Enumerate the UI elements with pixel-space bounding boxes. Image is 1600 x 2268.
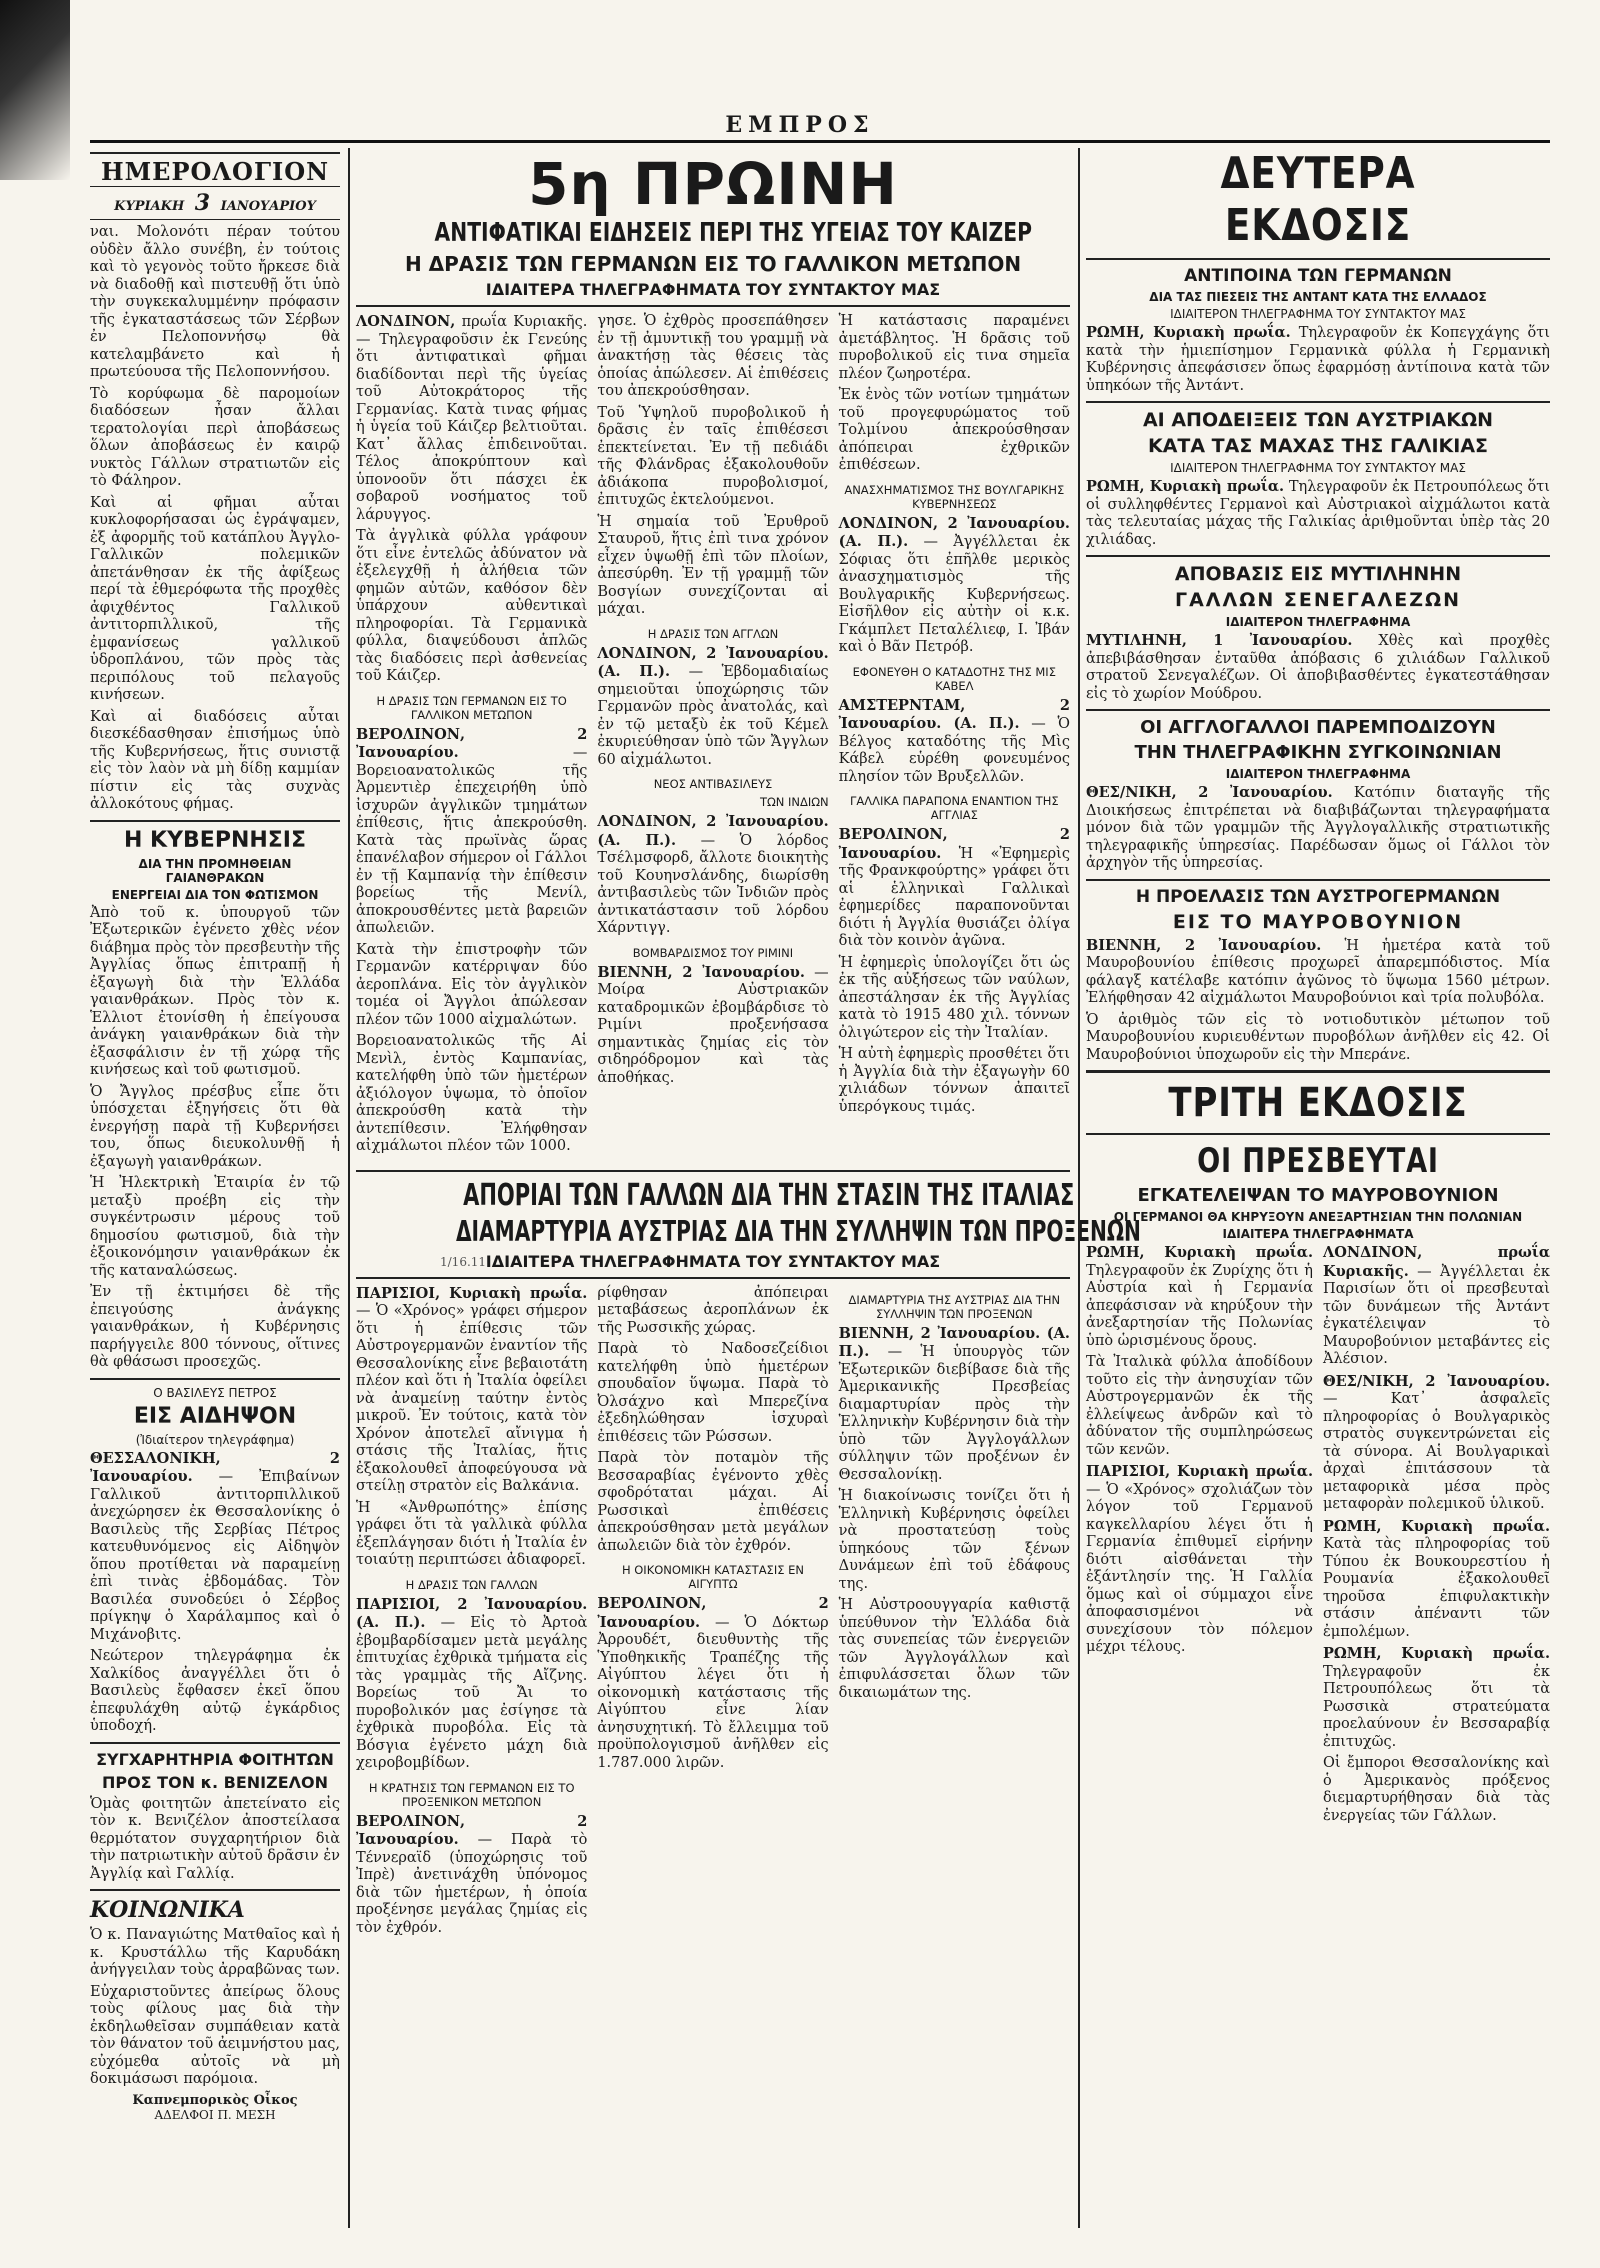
dateline: ΛΟΝΔΙΝΟΝ, [356,313,456,330]
king-note: (Ἰδιαίτερον τηλεγράφημα) [135,1432,295,1447]
right-subhead: ΕΙΣ ΤΟ ΜΑΥΡΟΒΟΥΝΙΟΝ [1172,910,1464,933]
article-paragraph: Κατὰ τὴν ἐπιστροφὴν τῶν Γερμανῶν κατέρριψαν δύο ἀεροπλάνα. Εἰς τὸν ἀγγλικὸν τομέα οἱ Ἄγγλοι ἀπώλεσαν πλέον τῶν 1000 αἰχμαλώτων. [356,941,588,1028]
second-edition-title: ΔΕΥΤΕΡΑ ΕΚΔΟΣΙΣ [1220,148,1416,251]
article-paragraph: Ἡ Αὐστροουγγαρία καθιστᾷ ὑπεύθυνον τὴν Ἑλλάδα διὰ τὰς συνεπείας τῶν ἐνεργειῶν τῶν Ἀγγλογάλλων καὶ ἐπιφυλάσσεται ὅλων τῶν δικαιωμάτων της. [838,1597,1070,1701]
king-subhead: Ο ΒΑΣΙΛΕΥΣ ΠΕΤΡΟΣ [153,1385,277,1400]
article-paragraph: ΛΟΝΔΙΝΟΝ, 2 Ἰανουαρίου. (Α. Π.). — Ὁ λόρδος Τσέλμσφορδ, ἄλλοτε διοικητὴς τοῦ Κουηνσλάνδης, διωρίσθη ἀντιβασιλεὺς τῶν Ἰνδιῶν πρὸς ἀντικατάστασιν τοῦ λόρδου Χάρντιγγ. [597,813,829,936]
government-subhead: ΔΙΑ ΤΗΝ ΠΡΟΜΗΘΕΙΑΝ ΓΑΙΑΝΘΡΑΚΩΝ [138,856,292,885]
dateline: ΛΟΝΔΙΝΟΝ, 2 Ἰανουαρίου. (Α. Π.). [597,813,829,849]
divider [356,1277,1070,1279]
ambassadors-note: ΙΔΙΑΙΤΕΡΑ ΤΗΛΕΓΡΑΦΗΜΑΤΑ [1222,1227,1414,1241]
right-headline: ΟΙ ΑΓΓΛΟΓΑΛΛΟΙ ΠΑΡΕΜΠΟΔΙΖΟΥΝ [1140,717,1496,738]
main-deck-3: ΙΔΙΑΙΤΕΡΑ ΤΗΛΕΓΡΑΦΗΜΑΤΑ ΤΟΥ ΣΥΝΤΑΚΤΟΥ ΜΑΣ [485,280,941,299]
top-rule [90,140,1550,143]
right-subcolumn-1 [1086,1244,1313,1829]
masthead: ΕΜΠΡΟΣ [725,112,875,138]
right-paragraph: ΡΩΜΗ, Κυριακὴ πρωΐα. Τηλεγραφοῦν ἐκ Πετρουπόλεως ὅτι οἱ συλληφθέντες Γερμανοὶ καὶ Αὐστριακοὶ αἰχμάλωτοι κατὰ τὰς τελευταίας μάχας τῆς Γαλικίας ἀριθμοῦνται ὑπὲρ τὰς 20 χιλιάδας. [1086,478,1550,548]
lower-deck-2: ΔΙΑΜΑΡΤΥΡΙΑ ΑΥΣΤΡΙΑΣ ΔΙΑ ΤΗΝ ΣΥΛΛΗΨΙΝ ΤΩΝ ΠΡΟΞΕΝΩΝ [455,1214,1141,1248]
article-paragraph: ΒΕΡΟΛΙΝΟΝ, 2 Ἰανουαρίου. — Ὁ Δόκτωρ Ἀρρουδέτ, διευθυντὴς τῆς Ὑποθηκικῆς Τραπέζης τῆς Αἰγύπτου λέγει ὅτι ἡ οἰκονομικὴ κατάστασις τῆς Αἰγύπτου εἶνε λίαν ἀνησυχητική. Τὸ ἔλλειμμα τοῦ προϋπολογισμοῦ ἀνῆλθεν εἰς 1.787.000 λιρῶν. [597,1595,829,1771]
calendar-box [90,152,340,220]
divider [1086,1133,1550,1135]
dateline: ΒΙΕΝΝΗ, 2 Ἰανουαρίου. [1086,936,1322,954]
article-paragraph: Παρὰ τὸ Ναδοσεζείδιοι κατελήφθη ὑπὸ ἡμετέρων σπουδαῖον ὕψωμα. Παρὰ τὸ Ὀλσάχνο καὶ Μπερεζίνα ἐξεδηλώθησαν ἰσχυραὶ ἐπιθέσεις τῶν Ρώσσων. [597,1341,829,1445]
divider [1086,555,1550,557]
right-note: ΙΔΙΑΙΤΕΡΟΝ ΤΗΛΕΓΡΑΦΗΜΑ [1225,615,1411,629]
signature-2: ΑΔΕΛΦΟΙ Π. ΜΕΣΗ [154,2107,276,2122]
right-headline: ΑΝΤΙΠΟΙΝΑ ΤΩΝ ΓΕΡΜΑΝΩΝ [1184,266,1452,286]
dateline: ΒΕΡΟΛΙΝΟΝ, 2 Ἰανουαρίου. [356,725,588,761]
right-paragraph: ΡΩΜΗ, Κυριακὴ πρωΐα. Κατὰ τὰς πληροφορίας τοῦ Τύπου ἐκ Βουκουρεστίου ἡ Ρουμανία ἐξακολουθεῖ τηροῦσα ἐπιφυλακτικὴν στάσιν ἀπέναντι τῶν ἐμπολέμων. [1323,1517,1550,1640]
lower-text-columns [356,1285,1070,1942]
article-paragraph: Ἐκ ἑνὸς τῶν νοτίων τμημάτων τοῦ προγεφυρώματος τοῦ Τολμίνου ἀπεκρούσθησαν ἀπόπειραι ἐχθρικῶν ἐπιθέσεων. [838,387,1070,473]
center-text-columns [356,313,1070,1160]
lower-deck-1: ΑΠΟΡΙΑΙ ΤΩΝ ΓΑΛΛΩΝ ΔΙΑ ΤΗΝ ΣΤΑΣΙΝ ΤΗΣ ΙΤΑΛΙΑΣ [463,1177,1075,1213]
right-headline: ΑΙ ΑΠΟΔΕΙΞΕΙΣ ΤΩΝ ΑΥΣΤΡΙΑΚΩΝ [1142,409,1494,431]
scan-shadow [0,0,70,180]
right-paragraph: ΘΕΣ/ΝΙΚΗ, 2 Ἰανουαρίου. — Κατ᾽ ἀσφαλεῖς πληροφορίας ὁ Βουλγαρικὸς στρατὸς συγκεντρώνεται εἰς τὰ σύνορα. Αἱ Βουλγαρικαὶ ἀρχαὶ ἐπιτάσσουν τὰ μεταφορικὰ μέσα πρὸς μεταφορὰν πολεμικοῦ ὑλικοῦ. [1323,1372,1550,1512]
right-paragraph: Τὰ Ἰταλικὰ φύλλα ἀποδίδουν τοῦτο εἰς τὴν ἀνησυχίαν τῶν Αὐστρογερμανῶν ἐκ τῆς ἐλλείψεως ἀνδρῶν καὶ τὸ ἀδύνατον τῆς συμπληρώσεως τῶν κενῶν. [1086,1354,1313,1458]
dateline: ΒΙΕΝΝΗ, 2 Ἰανουαρίου. (Α. Π.). [838,1324,1070,1360]
government-headline: Η ΚΥΒΕΡΝΗΣΙΣ [123,827,307,853]
section-subheading-2: ΤΩΝ ΙΝΔΙΩΝ [759,795,829,809]
section-subheading: ΔΙΑΜΑΡΤΥΡΙΑ ΤΗΣ ΑΥΣΤΡΙΑΣ ΔΙΑ ΤΗΝ ΣΥΛΛΗΨΙΝ ΤΩΝ ΠΡΟΞΕΝΩΝ [848,1292,1061,1321]
right-subhead: ΓΑΛΛΩΝ ΣΕΝΕΓΑΛΕΖΩΝ [1174,589,1462,611]
right-headline: Η ΠΡΟΕΛΑΣΙΣ ΤΩΝ ΑΥΣΤΡΟΓΕΡΜΑΝΩΝ [1135,886,1501,907]
left-paragraph: ΘΕΣΣΑΛΟΝΙΚΗ, 2 Ἰανουαρίου. — Ἐπιβαίνων Γαλλικοῦ ἀντιτορπιλλικοῦ ἀνεχώρησεν ἐκ Θεσσαλονίκης ὁ Βασιλεὺς τῆς Σερβίας Πέτρος κατευθυνόμενος εἰς Αἰδηψὸν ὅπου προτίθεται νὰ παραμείνῃ ἐπὶ τινὰς ἑβδομάδας. Τὸν Βασιλέα συνοδεύει ὁ Σέρβος πρίγκηψ ὁ Χαράλαμπος καὶ ὁ Μιχάνοβιτς. [90,1449,340,1643]
article-paragraph: ΛΟΝΔΙΝΟΝ, πρωΐα Κυριακῆς. — Τηλεγραφοῦσιν ἐκ Γενεύης ὅτι ἀντιφατικαὶ φῆμαι διαδίδονται περὶ τῆς ὑγείας τοῦ Αὐτοκράτορος τῆς Γερμανίας. Κατὰ τινας φήμας ἡ ὑγεία τοῦ Κάιζερ βελτιοῦται. Κατ᾽ ἄλλας ἐπιδεινοῦται. Τέλος ἀποκρύπτουν καὶ ὑπονοοῦν ὅτι πάσχει ἐκ σοβαροῦ νοσήματος τοῦ λάρυγγος. [356,313,588,523]
lower-subcolumn-3 [839,1285,1070,1942]
left-paragraph: Τὸ κορύφωμα δὲ παρομοίων διαδόσεων ἦσαν ἄλλαι τερατολογίαι περὶ ἀποβάσεως ὅλων ἀποβάσεως ἐν καιρῷ νυκτὸς Γάλλων στρατιωτῶν εἰς τὸ Φάληρον. [90,385,340,489]
article-paragraph: ΑΜΣΤΕΡΝΤΑΜ, 2 Ἰανουαρίου. (Α. Π.). — Ὁ Βέλγος καταδότης τῆς Μὶς Κάβελ εὑρέθη φονευμένος πλησίον τῶν Βρυξελλῶν. [838,696,1070,785]
main-deck-2: Η ΔΡΑΣΙΣ ΤΩΝ ΓΕΡΜΑΝΩΝ ΕΙΣ ΤΟ ΓΑΛΛΙΚΟΝ ΜΕΤΩΠΟΝ [404,252,1022,276]
divider [356,1170,1070,1172]
right-paragraph: ΒΙΕΝΝΗ, 2 Ἰανουαρίου. Ἡ ἡμετέρα κατὰ τοῦ Μαυροβουνίου ἐπίθεσις προχωρεῖ ἀπαρεμπόδιστος. Μία φάλαγξ κατέλαβε κατόπιν ἀγῶνος τὸ ὕψωμα 1560 μέτρων. Ἐλήφθησαν 42 αἰχμάλωτοι Μαυροβούνιοι καὶ τρία πολυβόλα. [1086,936,1551,1006]
dateline: ΑΜΣΤΕΡΝΤΑΜ, 2 Ἰανουαρίου. (Α. Π.). [838,696,1070,732]
ambassadors-subhead: ΕΓΚΑΤΕΛΕΙΨΑΝ ΤΟ ΜΑΥΡΟΒΟΥΝΙΟΝ [1137,1185,1499,1206]
dateline: ΡΩΜΗ, Κυριακὴ πρωΐα. [1323,1517,1550,1535]
dateline: ΜΥΤΙΛΗΝΗ, 1 Ἰανουαρίου. [1086,632,1353,649]
article-paragraph: Ἡ σημαία τοῦ Ἐρυθροῦ Σταυροῦ, ἥτις ἐπὶ τινα χρόνον εἶχεν ὑψωθῇ ἐπὶ τῶν πλοίων, ἀπεσύρθη. Ἐν τῇ γραμμῇ τῶν Βοσγίων συνεχίζονται αἱ μάχαι. [597,513,829,617]
article-paragraph: Ἡ «Ἀνθρωπότης» ἐπίσης γράφει ὅτι τὰ γαλλικὰ φύλλα ἐξεπλάγησαν διότι ἡ Ἰταλία ἐν τοιαύτῃ περιπτώσει ἀδιαφορεῖ. [356,1499,588,1568]
right-paragraph: ΡΩΜΗ, Κυριακὴ πρωΐα. Τηλεγραφοῦν ἐκ Κοπεγχάγης ὅτι κατὰ τὴν ἡμιεπίσημον Γερμανικὰ φύλλα ἡ Γερμανικὴ Κυβέρνησις ἀπεφάσισεν ὅπως ἐφαρμόσῃ ἀντίποινα κατὰ τῶν ὑπηκόων τῆς Ἀντάντ. [1086,324,1550,394]
main-headline: 5η ΠΡΩΙΝΗ [528,150,898,218]
lower-subcolumn-2 [597,1285,828,1942]
section-subheading: Η ΔΡΑΣΙΣ ΤΩΝ ΓΑΛΛΩΝ [405,1577,538,1592]
ambassadors-headline: ΟΙ ΠΡΕΣΒΕΥΤΑΙ [1197,1141,1439,1181]
section-subheading: Η ΚΡΑΤΗΣΙΣ ΤΩΝ ΓΕΡΜΑΝΩΝ ΕΙΣ ΤΟ ΠΡΟΞΕΝΙΚΟΝ ΜΕΤΩΠΟΝ [368,1780,575,1809]
calendar-month: ΙΑΝΟΥΑΡΙΟΥ [220,199,316,214]
lower-deck-3: ΙΔΙΑΙΤΕΡΑ ΤΗΛΕΓΡΑΦΗΜΑΤΑ ΤΟΥ ΣΥΝΤΑΚΤΟΥ ΜΑΣ [485,1251,941,1271]
dateline: ΒΕΡΟΛΙΝΟΝ, 2 Ἰανουαρίου. [597,1595,829,1631]
right-paragraph: ΡΩΜΗ, Κυριακὴ πρωΐα. Τηλεγραφοῦν ἐκ Πετρουπόλεως ὅτι τὰ Ρωσσικὰ στρατεύματα προελαύνουν ἐν Βεσσαραβίᾳ ἐπιτυχῶς. [1323,1645,1550,1750]
dateline: ΒΕΡΟΛΙΝΟΝ, 2 Ἰανουαρίου. [356,1812,588,1848]
article-paragraph: ΛΟΝΔΙΝΟΝ, 2 Ἰανουαρίου. (Α. Π.). — Ἀγγέλλεται ἐκ Σόφιας ὅτι ἐπῆλθε μερικὸς ἀνασχηματισμὸς τῆς Βουλγαρικῆς Κυβερνήσεως. Εἰσῆλθον εἰς αὐτὴν οἱ κ.κ. Γκάμπλετ Πεταλέλιεφ, Ι. Ἰβάν καὶ ὁ Βᾶν Πετρόβ. [838,514,1070,655]
main-deck-1: ΑΝΤΙΦΑΤΙΚΑΙ ΕΙΔΗΣΕΙΣ ΠΕΡΙ ΤΗΣ ΥΓΕΙΑΣ ΤΟΥ ΚΑΙΖΕΡ [434,218,1032,248]
right-subhead: ΔΙΑ ΤΑΣ ΠΙΕΣΕΙΣ ΤΗΣ ΑΝΤΑΝΤ ΚΑΤΑ ΤΗΣ ΕΛΛΑΔΟΣ [1149,290,1487,304]
right-headline: ΑΠΟΒΑΣΙΣ ΕΙΣ ΜΥΤΙΛΗΝΗΝ [1174,563,1462,585]
article-paragraph: Τοῦ Ὑψηλοῦ πυροβολικοῦ ἡ δρᾶσις ἐν ταῖς ἐπιθέσεσι ἐπεκτείνεται. Ἐν τῇ πεδιάδι τῆς Φλάνδρας ἐξακολουθοῦν ἀδιάκοπα πυροβολισμοί, ἐπιτυχῶς ἐκτελούμενοι. [597,404,829,508]
section-subheading: ΑΝΑΣΧΗΜΑΤΙΣΜΟΣ ΤΗΣ ΒΟΥΛΓΑΡΙΚΗΣ ΚΥΒΕΡΝΗΣΕΩΣ [844,482,1065,511]
archive-stamp: 1/16.11 [440,1255,487,1269]
right-paragraph: ΡΩΜΗ, Κυριακὴ πρωΐα. Τηλεγραφοῦν ἐκ Ζυρίχης ὅτι ἡ Αὐστρία καὶ ἡ Γερμανία ἀπεφάσισαν νὰ κηρύξουν τὴν ἀνεξαρτησίαν τῆς Πολωνίας ὑπὸ ὡρισμένους ὅρους. [1086,1244,1313,1349]
ambassadors-deck: ΟΙ ΓΕΡΜΑΝΟΙ ΘΑ ΚΗΡΥΞΟΥΝ ΑΝΕΞΑΡΤΗΣΙΑΝ ΤΗΝ ΠΟΛΩΝΙΑΝ [1113,1210,1523,1224]
dateline: ΒΙΕΝΝΗ, 2 Ἰανουαρίου. [597,963,805,981]
left-column [90,148,340,2228]
dateline: ΡΩΜΗ, Κυριακὴ πρωΐα. [1086,324,1291,341]
right-column [1086,148,1550,2228]
social-headline: ΚΟΙΝΩΝΙΚΑ [90,1897,245,1923]
left-paragraph: Ἀπὸ τοῦ κ. ὑπουργοῦ τῶν Ἐξωτερικῶν ἐγένετο χθὲς νέον διάβημα πρὸς τὸν πρεσβευτὴν τῆς Ἀγγλίας ὅπως ἐπιτραπῇ ἡ ἐξαγωγὴ διὰ τὴν Ἑλλάδα γαιανθράκων. Πρὸς τὸν κ. Ἑλλιοτ ἐτονίσθη ἡ ἐπείγουσα ἀνάγκη γαιανθράκων διὰ τὴν ἐξασφάλισιν ἐν τῇ χώρᾳ τῆς κινήσεως καὶ τοῦ φωτισμοῦ. [90,904,340,1078]
article-paragraph: Ἡ αὐτὴ ἐφημερὶς προσθέτει ὅτι ἡ Ἀγγλία διὰ τὴν ἐξαγωγὴν 60 χιλιάδων τόννων ἀπαιτεῖ ὑπερόγκους τιμάς. [838,1046,1070,1115]
article-paragraph: ΠΑΡΙΣΙΟΙ, 2 Ἰανουαρίου. (Α. Π.). — Εἰς τὸ Ἀρτοὰ ἐβομβαρδίσαμεν μετὰ μεγάλης ἐπιτυχίας ἐχθρικὰ τμήματα εἰς τὰς γραμμὰς τῆς Αἴζνης. Βορείως τοῦ Ἄι το πυροβολικόν μας ἐσίγησε τὰ ἐχθρικὰ πυροβόλα. Εἰς τὰ Βόσγια ἐγένετο μάχη διὰ χειροβομβίδων. [356,1595,588,1771]
dateline: ΛΟΝΔΙΝΟΝ, 2 Ἰανουαρίου. (Α. Π.). [597,644,829,680]
left-paragraph: Καὶ αἱ διαδόσεις αὗται διεσκέδασθησαν ἐπισήμως ὑπὸ τῆς Κυβερνήσεως, ἥτις συνιστᾷ εἰς τὸν λαὸν νὰ μὴ δίδῃ καμμίαν πίστιν εἰς τὰς συχνὰς ἀλλοκότους φήμας. [90,708,340,812]
left-paragraph: Ἡ Ἠλεκτρικὴ Ἑταιρία ἐν τῷ μεταξὺ προέβη εἰς τὴν συγκέντρωσιν μέρους τοῦ δημοσίου φωτισμοῦ, διὰ τὴν ἐξοικονόμησιν γαιανθράκων ἐκ τῆς καταναλώσεως. [90,1175,340,1279]
left-paragraph: Ὁ κ. Παναγιώτης Ματθαῖος καὶ ἡ κ. Κρυστάλλω τῆς Καρυδάκη ἀνήγγειλαν τοὺς ἀρραβῶνας των. [90,1927,340,1978]
section-subheading: Η ΔΡΑΣΙΣ ΤΩΝ ΓΕΡΜΑΝΩΝ ΕΙΣ ΤΟ ΓΑΛΛΙΚΟΝ ΜΕΤΩΠΟΝ [376,693,567,722]
lower-subcolumn-1 [356,1285,587,1942]
article-paragraph: ΒΕΡΟΛΙΝΟΝ, 2 Ἰανουαρίου. — Βορειοανατολικῶς τῆς Ἀρμεντιὲρ ἐπεχειρήθη ὑπὸ ἰσχυρῶν ἀγγλικῶν τμημάτων ἐπίθεσις, ἥτις ἀπεκρούσθη. Κατὰ τὰς πρωϊνὰς ὥρας ἐπανέλαβον σήμερον οἱ Γάλλοι ἐν τῇ Καμπανίᾳ τὴν ἐπίθεσιν βορείως τῆς Μενίλ, ἀποκρουσθέντες μετὰ βαρειῶν ἀπωλειῶν. [356,725,588,936]
left-paragraph: Ὁ Ἄγγλος πρέσβυς εἶπε ὅτι ὑπόσχεται ἐξηγήσεις ὅτι θὰ ἐνεργήσῃ παρὰ τῇ Κυβερνήσει του, ὅπως διευκολυνθῇ ἡ ἐξαγωγὴ γαιανθράκων. [90,1083,340,1170]
article-paragraph: Ἡ κατάστασις παραμένει ἀμετάβλητος. Ἡ δρᾶσις τοῦ πυροβολικοῦ εἰς τινα σημεῖα πλέον ζωηροτέρα. [838,313,1070,382]
article-paragraph: Τὰ ἀγγλικὰ φύλλα γράφουν ὅτι εἶνε ἐντελῶς ἀδύνατον νὰ ἐξελεγχθῇ ἡ ἀλήθεια τῶν φημῶν αὐτῶν, καθόσον δὲν ὑπάρχουν αὐθεντικαὶ πληροφορίαι. Τὰ Γερμανικὰ φύλλα, διαψεύδουσι ἁπλῶς τὰς διαδόσεις περὶ ἀσθενείας τοῦ Κάιζερ. [356,528,588,684]
center-column [356,148,1141,2228]
center-subcolumn-3 [839,313,1070,1160]
right-text-columns [1086,1244,1550,1829]
calendar-date [90,186,340,216]
divider [90,1889,340,1891]
left-paragraph: ναι. Μολονότι πέραν τούτου οὐδὲν ἄλλο συνέβη, ἐν τούτοις καὶ τὸ γεγονὸς τοῦτο ἤρκεσε διὰ νὰ διαδοθῇ καὶ πιστευθῇ ὅτι ὑπὸ τὴν συγκεκαλυμμένην πρόφασιν τῆς ἐγκαταστάσεως τῶν Σέρβων ἐν Πελοποννήσῳ θὰ κατελαμβάνετο καὶ ἡ πρωτεύουσα τῆς Πελοποννήσου. [90,224,340,380]
dateline: ΘΕΣΣΑΛΟΝΙΚΗ, 2 Ἰανουαρίου. [90,1449,340,1485]
divider [1086,879,1550,881]
students-headline: ΣΥΓΧΑΡΗΤΗΡΙΑ ΦΟΙΤΗΤΩΝ [96,1749,334,1769]
dateline: ΡΩΜΗ, Κυριακὴ πρωΐα. [1086,1244,1313,1261]
article-paragraph: ΒΙΕΝΝΗ, 2 Ἰανουαρίου. — Μοίρα Αὐστριακῶν καταδρομικῶν ἐβομβάρδισε τὸ Ριμίνι προξενήσασα σημαντικὰς ζημίας εἰς τὸν σιδηρόδρομον καὶ τὰς ἀποθήκας. [597,963,829,1086]
right-subcolumn-2 [1323,1244,1550,1829]
dateline: ΠΑΡΙΣΙΟΙ, Κυριακὴ πρωΐα. [356,1284,588,1302]
article-paragraph: ΒΕΡΟΛΙΝΟΝ, 2 Ἰανουαρίου. Ἡ «Ἐφημερὶς τῆς Φρανκφούρτης» γράφει ὅτι αἱ ἑλληνικαὶ Γαλλικαὶ ἐφημερίδες παραπονοῦνται διότι ἡ Ἀγγλία θυσιάζει ὀλίγα διὰ τὸν κοινὸν ἀγῶνα. [838,826,1070,949]
divider [90,820,340,822]
dateline: ΠΑΡΙΣΙΟΙ, 2 Ἰανουαρίου. (Α. Π.). [356,1595,588,1631]
section-subheading: ΕΦΟΝΕΥΘΗ Ο ΚΑΤΑΔΟΤΗΣ ΤΗΣ ΜΙΣ ΚΑΒΕΛ [852,664,1056,693]
divider [90,1378,340,1380]
calendar-title: ΗΜΕΡΟΛΟΓΙΟΝ [100,157,330,186]
left-paragraph: Νεώτερον τηλεγράφημα ἐκ Χαλκίδος ἀναγγέλλει ὅτι ὁ Βασιλεὺς ἔφθασεν ἐκεῖ ὅπου ἐπεφυλάχθη αὐτῷ ἐγκάρδιος ὑποδοχή. [90,1648,340,1734]
signature: Καπνεμπορικὸς Οἶκος [132,2092,298,2108]
divider [1086,709,1550,711]
divider [90,1742,340,1744]
right-note: ΙΔΙΑΙΤΕΡΟΝ ΤΗΛΕΓΡΑΦΗΜΑ ΤΟΥ ΣΥΝΤΑΚΤΟΥ ΜΑΣ [1170,307,1466,321]
right-paragraph: ΘΕΣ/ΝΙΚΗ, 2 Ἰανουαρίου. Κατόπιν διαταγῆς τῆς Διοικήσεως ἐπιτρέπεται νὰ διαβιβάζωνται τηλεγραφήματα μόνον διὰ τῶν γραμμῶν τῆς Ἀγγλογαλλικῆς στρατιωτικῆς τηλεγραφικῆς ὑπηρεσίας. Παρέδωσαν ὅμως οἱ Γάλλοι τὸν ἀρχηγὸν τῆς ὑπηρεσίας. [1086,784,1550,871]
article-paragraph: ΒΙΕΝΝΗ, 2 Ἰανουαρίου. (Α. Π.). — Ἡ ὑπουργὸς τῶν Ἐξωτερικῶν διεβίβασε διὰ τῆς Ἀμερικανικῆς Πρεσβείας διαμαρτυρίαν πρὸς τὴν Ἑλληνικὴν Κυβέρνησιν διὰ τὴν ὑπὸ τῶν Ἀγγλογάλλων σύλληψιν τῶν προξένων ἐν Θεσσαλονίκῃ. [838,1324,1070,1483]
center-subcolumn-2 [597,313,828,1160]
right-paragraph: Ὁ ἀριθμὸς τῶν εἰς τὸ νοτιοδυτικὸν μέτωπον τοῦ Μαυροβουνίου κυριευθέντων πυροβόλων ἀνῆλθεν εἰς 42. Οἱ Μαυροβούνιοι ὑποχωροῦν εἰς τὴν Μπεράνε. [1086,1011,1550,1063]
section-subheading: ΓΑΛΛΙΚΑ ΠΑΡΑΠΟΝΑ ΕΝΑΝΤΙΟΝ ΤΗΣ ΑΓΓΛΙΑΣ [850,794,1059,822]
dateline: ΛΟΝΔΙΝΟΝ, πρωΐα Κυριακῆς. [1323,1244,1550,1280]
right-note: ΙΔΙΑΙΤΕΡΟΝ ΤΗΛΕΓΡΑΦΗΜΑ [1225,767,1411,781]
left-paragraph: Εὐχαριστοῦντες ἀπείρως ὅλους τοὺς φίλους μας διὰ τὴν ἐκδηλωθεῖσαν συμπάθειαν κατὰ τὸν θάνατον τοῦ ἀειμνήστου μας, εὐχόμεθα αὐτοῖς νὰ μὴ δοκιμάσωσι παρόμοια. [90,1983,340,2087]
dateline: ΡΩΜΗ, Κυριακὴ πρωΐα. [1086,478,1285,495]
section-subheading: Η ΔΡΑΣΙΣ ΤΩΝ ΑΓΓΛΩΝ [647,626,779,641]
article-paragraph: ΛΟΝΔΙΝΟΝ, 2 Ἰανουαρίου. (Α. Π.). — Ἑβδομαδιαίως σημειοῦται ὑποχώρησις τῶν Γερμανῶν πρὸς ἀνατολάς, καὶ ἐν τῷ μεταξὺ ἐκ τοῦ Κέμελ ἐκυριεύθησαν ὑπὸ τῶν Ἄγγλων 60 αἰχμάλωτοι. [597,644,829,768]
government-subhead-2: ΕΝΕΡΓΕΙΑΙ ΔΙΑ ΤΟΝ ΦΩΤΙΣΜΟΝ [111,887,319,902]
section-subheading: Η ΟΙΚΟΝΟΜΙΚΗ ΚΑΤΑΣΤΑΣΙΣ ΕΝ ΑΙΓΥΠΤΩ [621,1563,805,1591]
article-paragraph: ΒΕΡΟΛΙΝΟΝ, 2 Ἰανουαρίου. — Παρὰ τὸ Τέννεραϊδ (ὑποχώρησις τοῦ Ἰπρὲ) ἀνετινάχθη ὑπόνομος διὰ τῶν ἡμετέρων, ἡ ὁποία προξένησε μεγάλας ζημίας εἰς τὸν ἐχθρόν. [356,1812,588,1936]
dateline: ΠΑΡΙΣΙΟΙ, Κυριακὴ πρωΐα. [1086,1463,1313,1480]
column-rule [348,148,350,2228]
calendar-day-number: 3 [194,190,211,216]
divider [1086,1070,1550,1073]
section-subheading: ΒΟΜΒΑΡΔΙΣΜΟΣ ΤΟΥ ΡΙΜΙΝΙ [632,945,794,960]
dateline: ΘΕΣ/ΝΙΚΗ, 2 Ἰανουαρίου. [1086,784,1333,801]
article-paragraph: γησε. Ὁ ἐχθρὸς προσεπάθησεν ἐν τῇ ἀμυντικῇ του γραμμῇ νὰ ἀνακτήσῃ τὰς θέσεις τὰς ὁποίας ἀπώλεσεν. Αἱ ἐπιθέσεις του ἀπεκρούσθησαν. [597,313,829,399]
dateline: ΒΕΡΟΛΙΝΟΝ, 2 Ἰανουαρίου. [838,826,1070,862]
section-subheading: ΝΕΟΣ ΑΝΤΙΒΑΣΙΛΕΥΣ [653,777,773,791]
left-paragraph: Ἐν τῇ ἐκτιμήσει δὲ τῆς ἐπειγούσης ἀνάγκης γαιανθράκων, ἡ Κυβέρνησις παρήγγειλε 800 τόννους, οἵτινες θὰ φθάσωσι προσεχῶς. [90,1284,340,1370]
calendar-day: ΚΥΡΙΑΚΗ [114,199,185,214]
column-rule [1078,148,1080,2228]
article-paragraph: Παρὰ τὸν ποταμὸν τῆς Βεσσαραβίας ἐγένοντο χθὲς σφοδρόταται μάχαι. Αἱ Ρωσσικαὶ ἐπιθέσεις ἀπεκρούσθησαν μετὰ μεγάλων ἀπωλειῶν διὰ τὸν ἐχθρόν. [597,1450,829,1554]
dateline: ΡΩΜΗ, Κυριακὴ πρωΐα. [1323,1645,1550,1662]
students-subhead: ΠΡΟΣ ΤΟΝ κ. ΒΕΝΙΖΕΛΟΝ [101,1772,329,1792]
dateline: ΛΟΝΔΙΝΟΝ, 2 Ἰανουαρίου. (Α. Π.). [838,514,1070,550]
right-paragraph: ΜΥΤΙΛΗΝΗ, 1 Ἰανουαρίου. Χθὲς καὶ προχθὲς ἀπεβιβάσθησαν ἐνταῦθα ἀπόβασις 6 χιλιάδων Γαλλικοῦ στρατοῦ Σενεγαλέζων. Οἱ ἀποβιβασθέντες ἐγκατεστάθησαν εἰς τὸ χωρίον Μούδρου. [1086,632,1551,702]
left-paragraph: Ὁμὰς φοιτητῶν ἀπετείνατο εἰς τὸν κ. Βενιζέλον ἀποστείλασα θερμότατον συγχαρητήριον διὰ τὴν πατριωτικὴν αὐτοῦ δρᾶσιν ἐν Ἀγγλίᾳ καὶ Γαλλίᾳ. [90,1795,340,1882]
right-paragraph: ΠΑΡΙΣΙΟΙ, Κυριακὴ πρωΐα. — Ὁ «Χρόνος» σχολιάζων τὸν λόγον τοῦ Γερμανοῦ καγκελλαρίου λέγει ὅτι ἡ Γερμανία ἐπιθυμεῖ εἰρήνην διότι αἰσθάνεται τὴν ἐξάντλησίν της. Ἡ Γαλλία ὅμως καὶ οἱ σύμμαχοι εἶνε ἀποφασισμένοι νὰ συνεχίσουν τὸν πόλεμον μέχρι τέλους. [1086,1463,1313,1655]
right-paragraph: Οἱ ἔμποροι Θεσσαλονίκης καὶ ὁ Ἀμερικανὸς πρόξενος διεμαρτυρήθησαν διὰ τὰς ἐνεργείας τῶν Γάλλων. [1323,1755,1550,1824]
article-paragraph: ρίφθησαν ἀπόπειραι μεταβάσεως ἀεροπλάνων ἐκ τῆς Ρωσσικῆς χώρας. [597,1284,829,1336]
king-headline: ΕΙΣ ΑΙΔΗΨΟΝ [133,1403,297,1429]
center-subcolumn-1 [356,313,587,1160]
divider [1086,258,1550,260]
article-paragraph: Βορειοανατολικῶς τῆς Αἱ Μενὶλ, ἐντὸς Καμπανίας, κατελήφθη ὑπὸ τῶν ἡμετέρων ἀξιόλογον ὑψωμα, τὸ ὁποῖον ἀπεκρούσθη κατὰ τὴν ἀντεπίθεσιν. Ἐλήφθησαν αἰχμάλωτοι πλέον τῶν 1000. [356,1033,588,1154]
right-paragraph: ΛΟΝΔΙΝΟΝ, πρωΐα Κυριακῆς. — Ἀγγέλλεται ἐκ Παρισίων ὅτι οἱ πρεσβευταὶ τῶν δυνάμεων τῆς Ἀντάντ ἐγκατέλειψαν τὸ Μαυροβούνιον μεταβάντες εἰς Ἀλέσιον. [1323,1244,1550,1367]
divider [1086,401,1550,403]
third-edition-title: ΤΡΙΤΗ ΕΚΔΟΣΙΣ [1168,1080,1468,1126]
right-note: ΙΔΙΑΙΤΕΡΟΝ ΤΗΛΕΓΡΑΦΗΜΑ ΤΟΥ ΣΥΝΤΑΚΤΟΥ ΜΑΣ [1170,461,1466,475]
article-paragraph: Ἡ διακοίνωσις τονίζει ὅτι ἡ Ἑλληνικὴ Κυβέρνησις ὀφείλει νὰ προστατεύσῃ τοὺς ὑπηκόους τῶν ξένων Δυνάμεων ἐπὶ τοῦ ἐδάφους της. [838,1488,1070,1592]
article-paragraph: ΠΑΡΙΣΙΟΙ, Κυριακὴ πρωΐα. — Ὁ «Χρόνος» γράφει σήμερον ὅτι ἡ ἐπίθεσις τῶν Αὐστρογερμανῶν ἐναντίον τῆς Θεσσαλονίκης εἶνε βεβαιοτάτη πλέον καὶ ὅτι ἡ Ἰταλία ὀφείλει νὰ ἀναμείνῃ ταύτην ἐντὸς μικροῦ. Ἐν τούτοις, κατὰ τὸν Χρόνον ἀποτελεῖ αἴνιγμα ἡ στάσις τῆς Ἰταλίας, ἥτις ἐξακολουθεῖ ἀποφεύγουσα νὰ στείλῃ στρατὸν εἰς Βαλκάνια. [356,1284,588,1494]
right-subhead: ΤΗΝ ΤΗΛΕΓΡΑΦΙΚΗΝ ΣΥΓΚΟΙΝΩΝΙΑΝ [1134,742,1502,763]
dateline: ΘΕΣ/ΝΙΚΗ, 2 Ἰανουαρίου. [1323,1372,1550,1390]
right-subhead: ΚΑΤΑ ΤΑΣ ΜΑΧΑΣ ΤΗΣ ΓΑΛΙΚΙΑΣ [1147,435,1489,457]
left-paragraph: Καὶ αἱ φῆμαι αὗται κυκλοφορήσασαι ὡς ἐγράψαμεν, ἐξ ἀφορμῆς τοῦ κατάπλου Ἀγγλο-Γαλλικῶν πολεμικῶν ἀπετάνθησαν ἐκ τῆς ἀφίξεως περί τὰ ἐθμερόφωτα τῆς προχθὲς ἀφιχθέντος Γαλλικοῦ ἀντιτορπιλλικοῦ, τῆς ἐμφανίσεως γαλλικοῦ ὑδροπλάνου, τῶν πρὸς τὰς περιπόλους τοῦ πελαγοῦς κινήσεων. [90,494,340,703]
article-paragraph: Ἡ ἐφημερὶς ὑπολογίζει ὅτι ὡς ἐκ τῆς αὐξήσεως τῶν ναύλων, ἀπεστάλησαν ἐκ τῆς Ἀγγλίας κατὰ τὸ 1915 480 χιλ. τόννων ὀλιγώτερον εἰς τὴν Ἰταλίαν. [838,954,1070,1041]
divider [356,305,1070,307]
